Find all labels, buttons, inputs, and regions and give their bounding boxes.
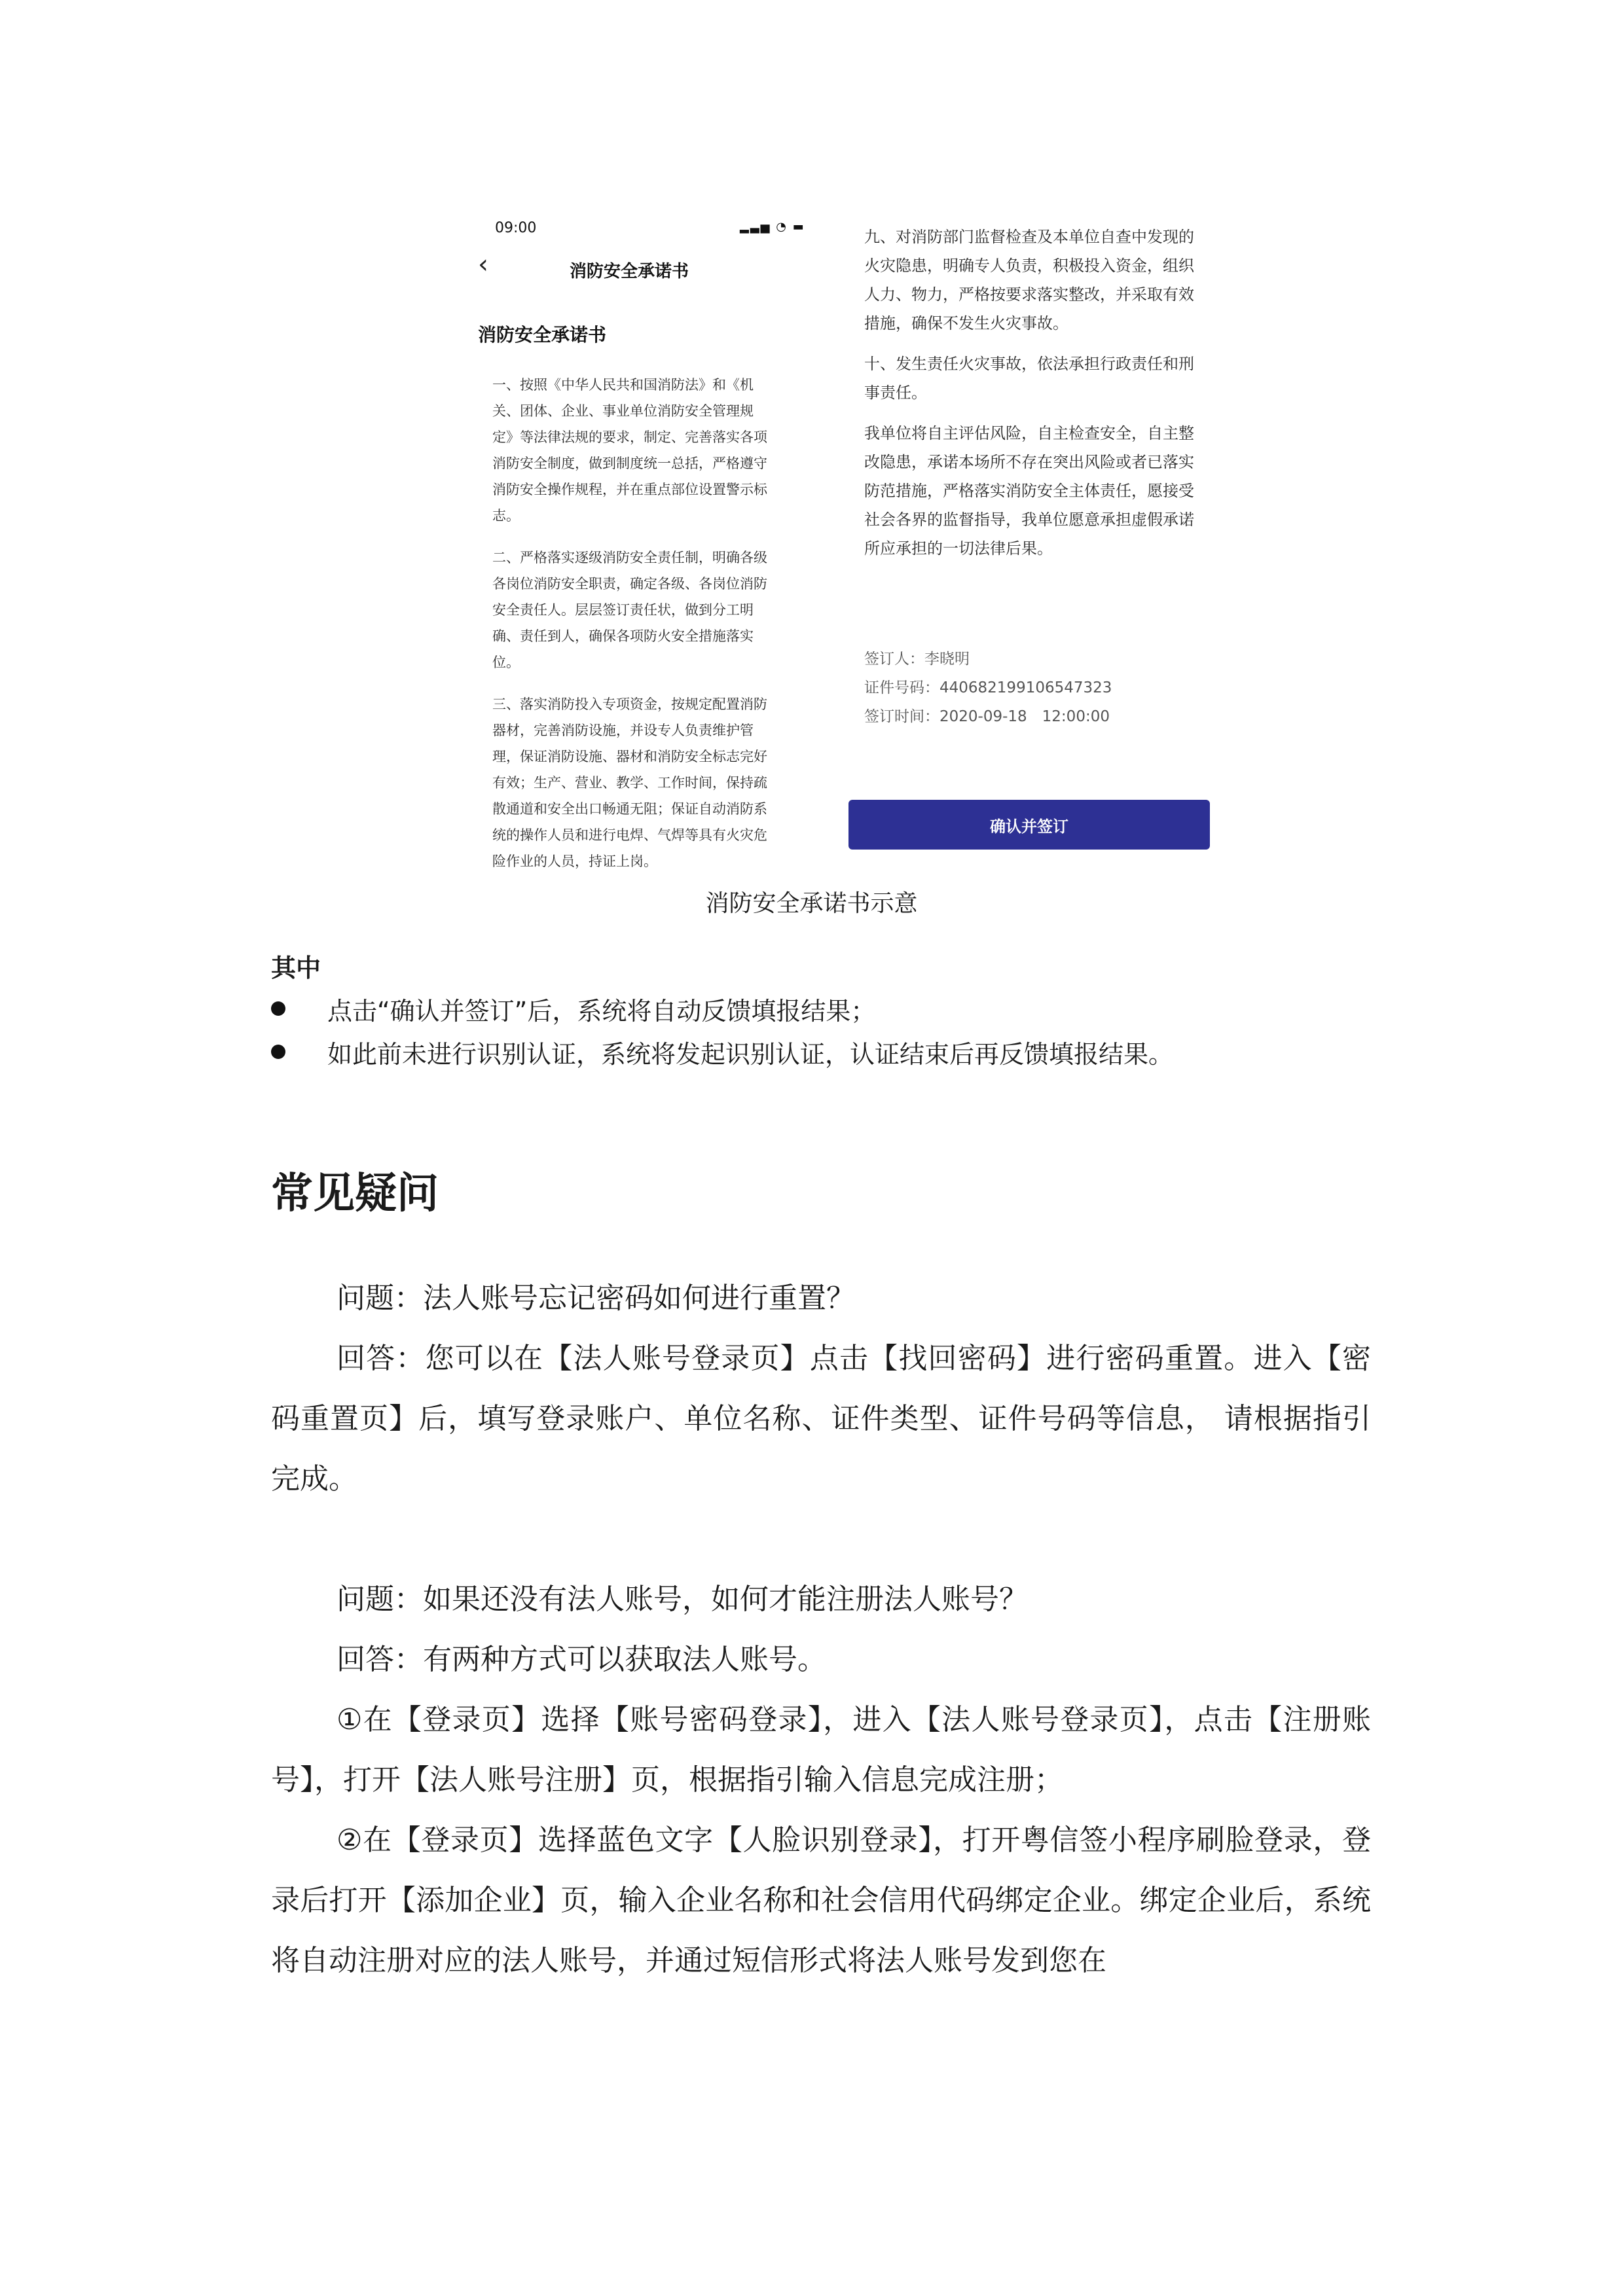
- commitment-clause: 三、落实消防投入专项资金，按规定配置消防器材，完善消防设施，并设专人负责维护管理，保证消防设施、器材和消防安全标志完好有效；生产、营业、教学、工作时间，保持疏散通道和安全出口畅通无阻；保证自动消防系统的操作人员和进行电焊、气焊等具有火灾危险作业的人员，持证上岗。: [492, 696, 767, 869]
- commitment-screenshot: [458, 196, 1237, 870]
- commitment-right-column: [864, 223, 1205, 575]
- faq-answer: 回答：您可以在【法人账号登录页】点击【找回密码】进行密码重置。进入【密码重置页】后，填写登录账户、单位名称、证件类型、证件号码等信息， 请根据指引完成。: [271, 1342, 1371, 1496]
- commitment-left-column: [492, 372, 774, 890]
- sign-info: [864, 645, 1205, 731]
- document-heading: 消防安全承诺书: [478, 324, 607, 346]
- faq-item-reset-password: [271, 1268, 1371, 1509]
- bullet-list: [271, 987, 1384, 1073]
- signer-id-number: 证件号码：440682199106547323: [864, 679, 1112, 696]
- bullet-dot-icon: [271, 1001, 285, 1016]
- status-time: 09:00: [495, 220, 537, 236]
- faq-item-register-account: [271, 1570, 1371, 1991]
- commitment-clause: 十、发生责任火灾事故，依法承担行政责任和刑事责任。: [864, 355, 1194, 402]
- back-arrow-icon[interactable]: ‹: [478, 249, 488, 279]
- bullet-text: 如此前未进行识别认证，系统将发起识别认证，认证结束后再反馈填报结果。: [327, 1039, 1174, 1069]
- sign-time: 签订时间：2020-09-18 12:00:00: [864, 708, 1110, 725]
- faq-question: 问题：法人账号忘记密码如何进行重置？: [337, 1282, 855, 1315]
- signal-wifi-battery-icon: ▂▃▅ ◔ ▬: [740, 220, 805, 234]
- list-item: [271, 1030, 1384, 1073]
- commitment-clause: 九、对消防部门监督检查及本单位自查中发现的火灾隐患，明确专人负责，积极投入资金，组织人力、物力，严格按要求落实整改，并采取有效措施，确保不发生火灾事故。: [864, 228, 1194, 332]
- faq-question: 问题：如果还没有法人账号，如何才能注册法人账号？: [337, 1583, 1028, 1616]
- section-title: 常见疑问: [271, 1169, 439, 1218]
- commitment-clause: 一、按照《中华人民共和国消防法》和《机关、团体、企业、事业单位消防安全管理规定》等法律法规的要求，制定、完善落实各项消防安全制度，做到制度统一总括，严格遵守消防安全操作规程，并在重点部位设置警示标志。: [492, 377, 767, 524]
- signer-name: 签订人：李晓明: [864, 651, 970, 668]
- list-item: [271, 987, 1384, 1030]
- bullet-dot-icon: [271, 1045, 285, 1059]
- faq-answer-way-2: ②在【登录页】选择蓝色文字【人脸识别登录】，打开粤信签小程序刷脸登录，登录后打开【添加企业】页，输入企业名称和社会信用代码绑定企业。绑定企业后，系统将自动注册对应的法人账号，并通过短信形式将法人账号发到您在: [271, 1823, 1371, 1977]
- nav-title: 消防安全承诺书: [570, 262, 689, 281]
- commitment-statement: 我单位将自主评估风险，自主检查安全，自主整改隐患，承诺本场所不存在突出风险或者已落实防范措施，严格落实消防安全主体责任，愿接受社会各界的监督指导，我单位愿意承担虚假承诺所应承担的一切法律后果。: [864, 424, 1194, 558]
- confirm-sign-button[interactable]: 确认并签订: [848, 800, 1210, 850]
- where-label: 其中: [271, 954, 321, 982]
- commitment-clause: 二、严格落实逐级消防安全责任制，明确各级各岗位消防安全职责，确定各级、各岗位消防安全责任人。层层签订责任状，做到分工明确、责任到人，确保各项防火安全措施落实位。: [492, 550, 767, 670]
- bullet-text: 点击“确认并签订”后，系统将自动反馈填报结果；: [327, 996, 876, 1026]
- faq-answer: 回答：有两种方式可以获取法人账号。: [337, 1643, 826, 1676]
- faq-answer-way-1: ①在【登录页】选择【账号密码登录】，进入【法人账号登录页】，点击【注册账号】，打开【法人账号注册】页，根据指引输入信息完成注册；: [271, 1703, 1371, 1797]
- figure-caption: 消防安全承诺书示意: [705, 890, 918, 917]
